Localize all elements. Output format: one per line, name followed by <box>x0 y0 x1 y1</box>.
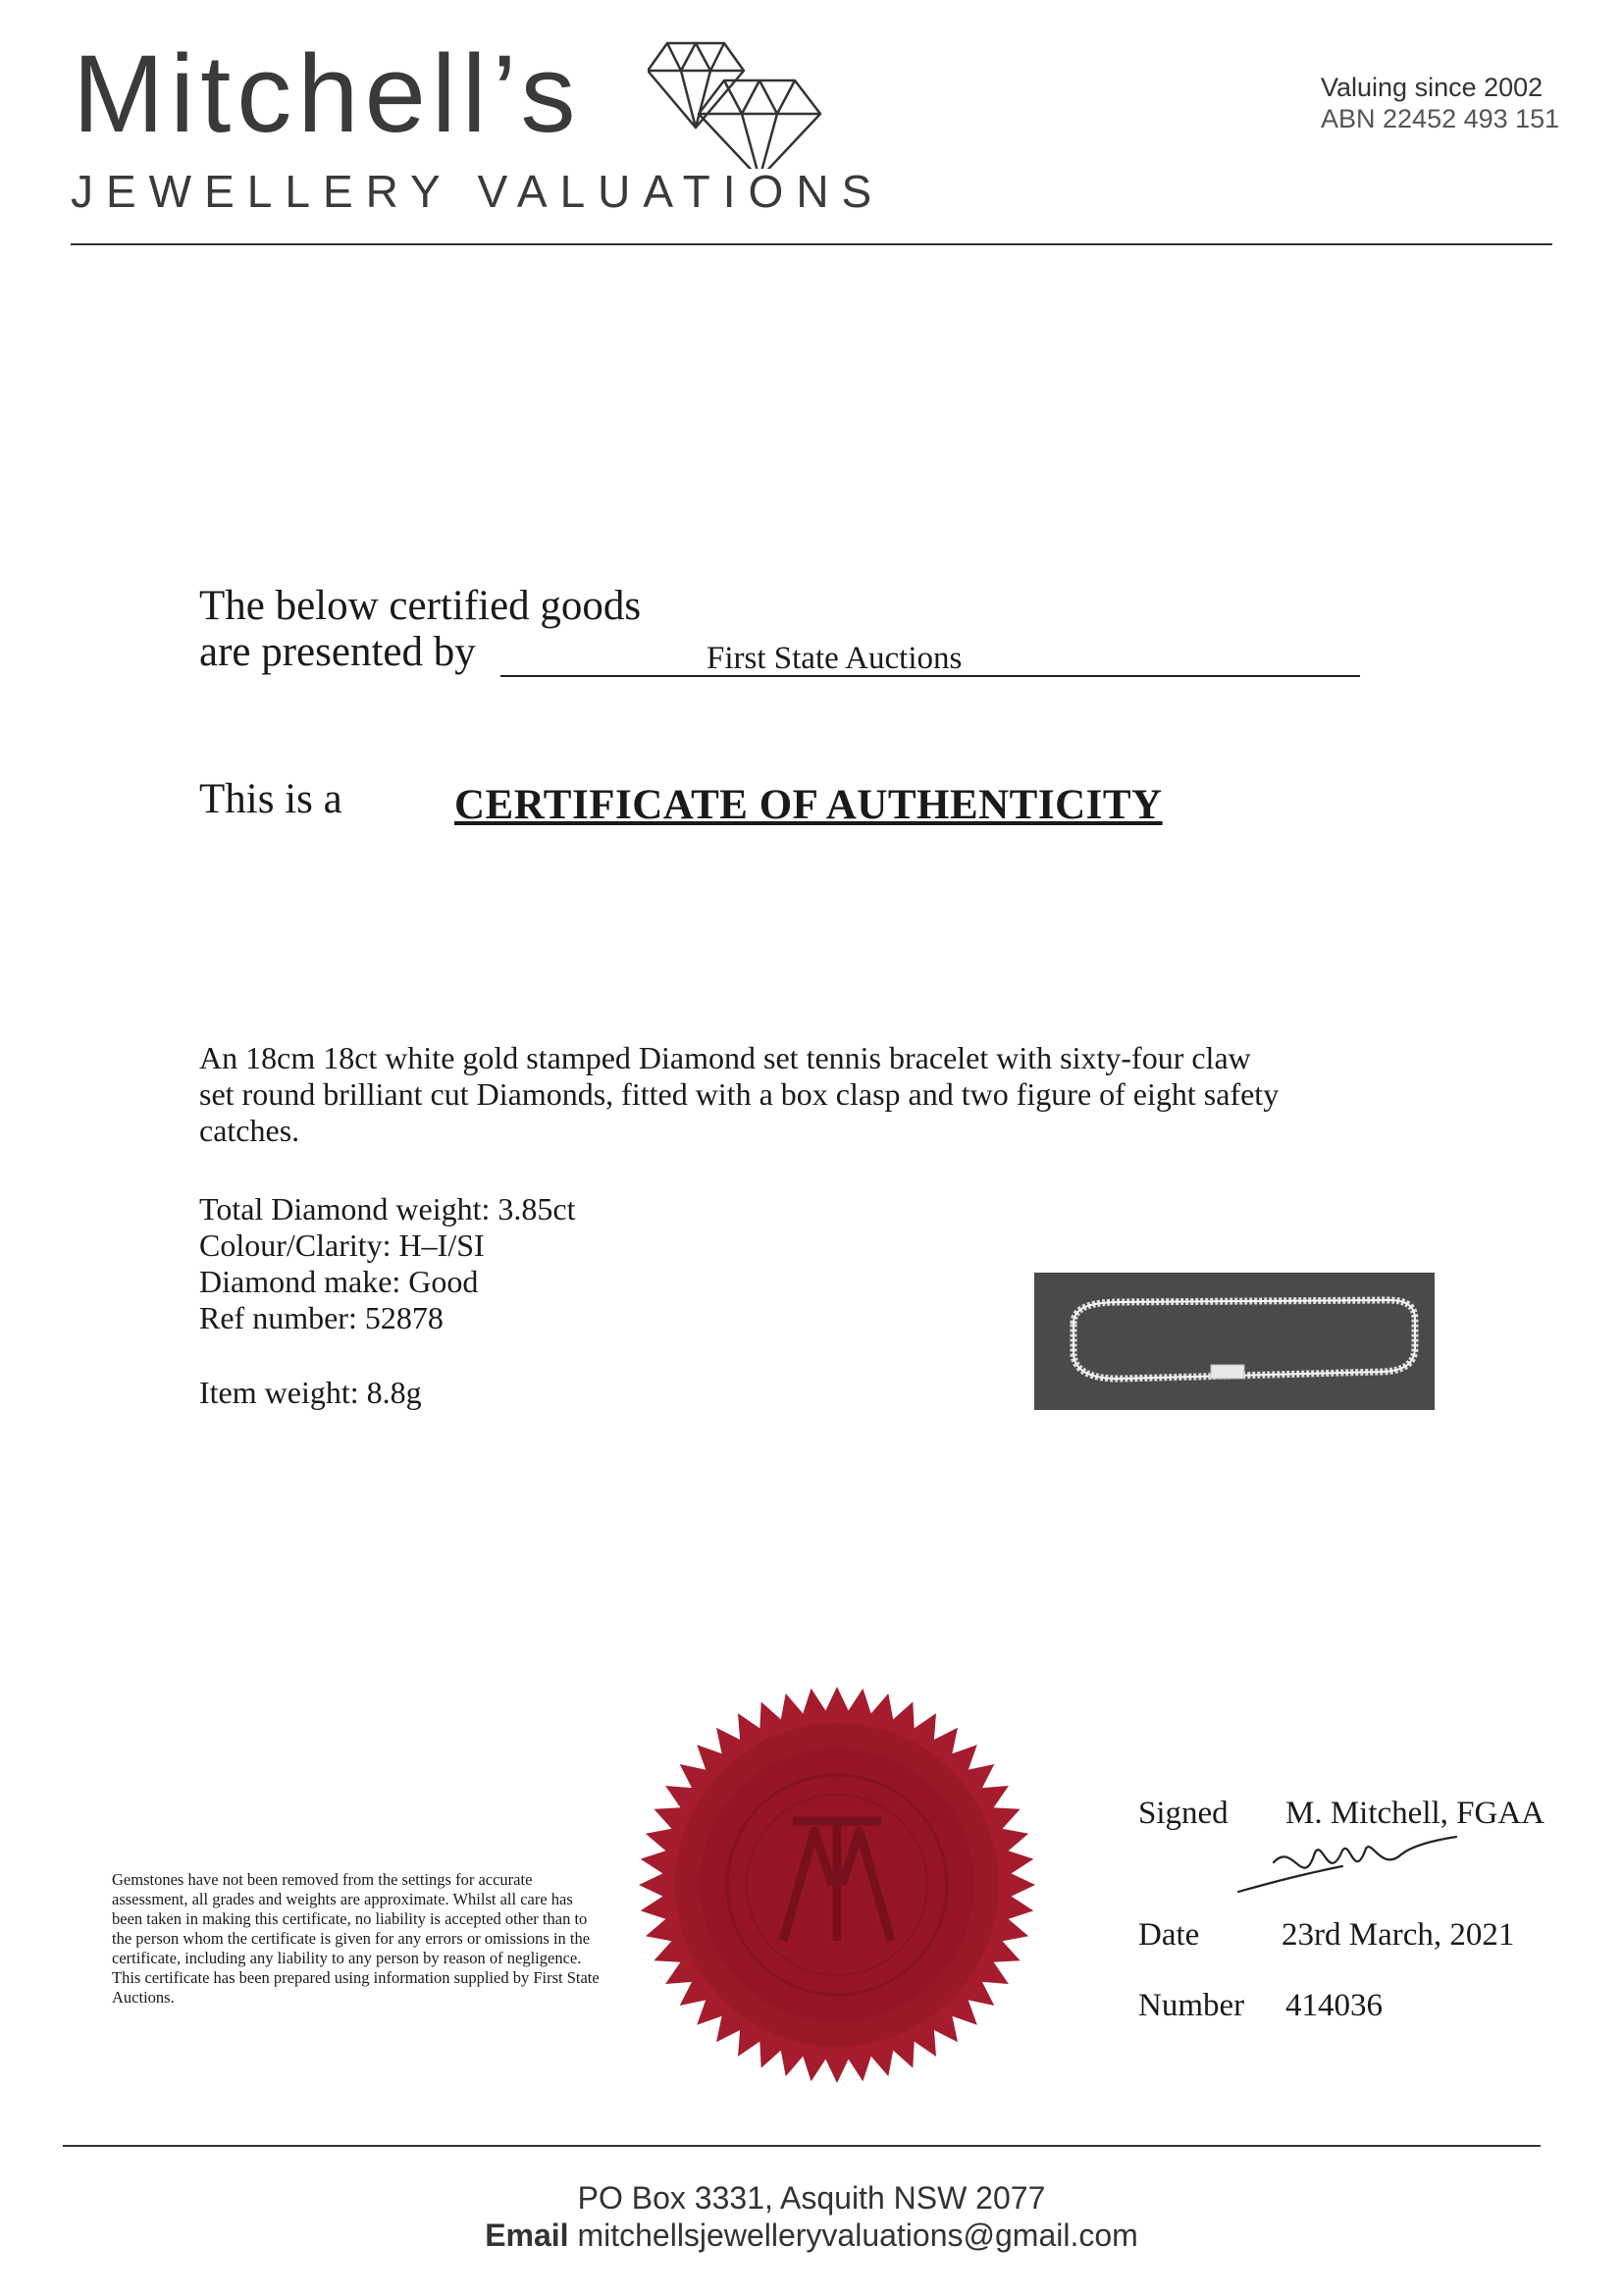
wax-seal-icon <box>636 1684 1038 2086</box>
footer-divider <box>63 2145 1541 2147</box>
presenter-name: First State Auctions <box>707 641 963 676</box>
colour-clarity: Colour/Clarity: H–I/SI <box>199 1227 485 1263</box>
number-label: Number <box>1138 1988 1245 2023</box>
brand-subtitle: JEWELLERY VALUATIONS <box>71 166 885 217</box>
item-description: An 18cm 18ct white gold stamped Diamond set tennis bracelet with sixty-four claw set round brilliant cut Diamonds, fitted with a box clasp and two figure of eight safety catches. <box>199 1040 1280 1148</box>
intro-line-1: The below certified goods <box>199 583 642 629</box>
postal-address: PO Box 3331, Asquith NSW 2077 <box>577 2180 1046 2216</box>
date-value: 23rd March, 2021 <box>1282 1917 1515 1953</box>
diamonds-icon <box>648 31 824 169</box>
ref-number: Ref number: 52878 <box>199 1300 444 1335</box>
email-label: Email <box>485 2218 569 2253</box>
brand-name: Mitchell’s <box>73 32 582 155</box>
signed-value: M. Mitchell, FGAA <box>1285 1796 1544 1831</box>
bracelet-illustration <box>1034 1273 1435 1410</box>
signed-label: Signed <box>1138 1796 1229 1831</box>
email-line <box>0 2218 1623 2254</box>
abn-number: ABN 22452 493 151 <box>1321 104 1560 133</box>
handwritten-signature <box>1234 1833 1460 1902</box>
bracelet-photo <box>1034 1273 1435 1410</box>
certificate-prefix: This is a <box>199 776 342 822</box>
intro-line-2: are presented by <box>199 629 476 675</box>
number-value: 414036 <box>1285 1988 1383 2023</box>
date-label: Date <box>1138 1917 1200 1953</box>
diamond-make: Diamond make: Good <box>199 1264 479 1299</box>
header-divider <box>71 243 1552 245</box>
email-address[interactable]: mitchellsjewelleryvaluations@gmail.com <box>577 2218 1138 2253</box>
valuing-since: Valuing since 2002 <box>1321 73 1544 102</box>
certificate-title: CERTIFICATE OF AUTHENTICITY <box>454 782 1163 828</box>
disclaimer-text: Gemstones have not been removed from the settings for accurate assessment, all grades and weights are approximate. Whilst all care has been taken in making this certificate, no liability is accepted other than to the person whom the certificate is given for any errors or omissions in the certificate, including any liability to any person by reason of negligence. This certificate has been prepared using information supplied by First State Auctions. <box>112 1870 600 2007</box>
item-weight: Item weight: 8.8g <box>199 1375 422 1410</box>
total-diamond-weight: Total Diamond weight: 3.85ct <box>199 1191 576 1226</box>
